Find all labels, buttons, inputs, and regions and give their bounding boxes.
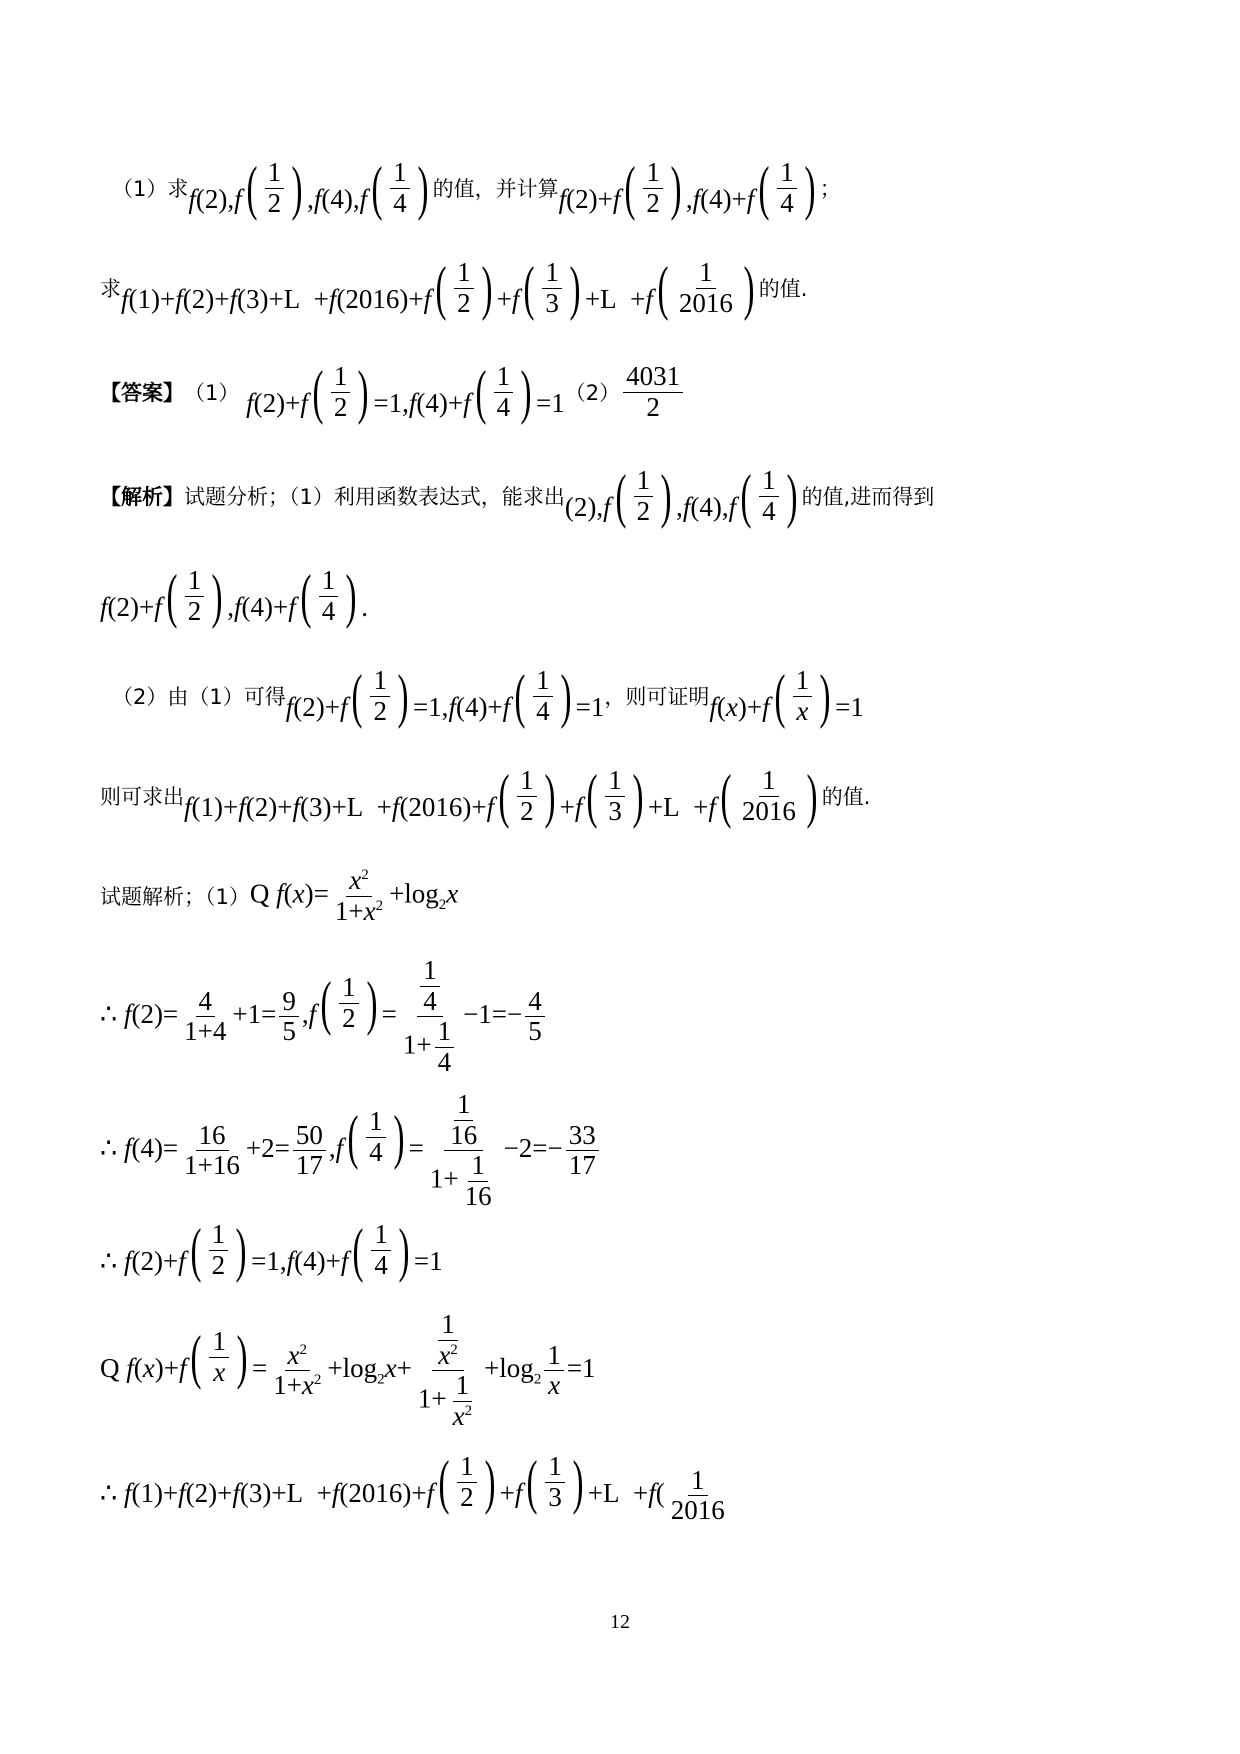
text: 的值. [821,785,871,810]
answer-denominator: 2 [646,391,660,422]
math-expr: f(1)+f(2)+f(3)+L +f(2016)+f ( $\frac{1}{2}$ ) +f ( $\frac{1}{3}$ ) +L +f ( $\frac{1}{2016}$ ) [121,255,755,322]
math-expr: f(2)+f ( $\frac{1}{2}$ ) =1,f(4)+f ( $\frac{1}{4}$ ) =1 [246,359,565,426]
solution-identity [100,1310,596,1432]
text: ； [819,177,841,202]
analysis-line [100,463,935,530]
text: ，则可证明 [604,685,710,710]
analysis-result [100,563,368,630]
answer-numerator: 4031 [623,362,683,393]
solution-f4 [100,1090,602,1212]
text: （1） [184,381,240,406]
math-expr: (2),f ( $\frac{1}{2}$ ) ,f(4),f ( $\frac{1}{4}$ ) [564,463,798,530]
math-expr: ∴ f(4)= $\frac{16}{1+16}$ +2= $\frac{50}{17}$ ,f ( $\frac{1}{4}$ ) = $\frac{1}{16}$ 1+ $\frac{1}{16}$ −2=− $\frac{33}{17}$ [100,1090,602,1212]
solution-final [100,1449,731,1526]
question-part-2 [100,255,808,322]
math-expr: ∴ f(1)+f(2)+f(3)+L +f(2016)+f ( $\frac{1}{2}$ ) +f ( $\frac{1}{3}$ ) +L +f( $\frac{1}{2016}$ [100,1449,725,1526]
solution-sum [100,1217,443,1284]
text: 则可求出 [100,785,184,810]
text: 的值,进而得到 [801,485,935,510]
text: 的值，并计算 [432,177,559,202]
analysis-label: 【解析】 [100,485,184,510]
math-expr: f(1)+f(2)+f(3)+L +f(2016)+f ( $\frac{1}{2}$ ) +f ( $\frac{1}{3}$ ) +L +f ( $\frac{1}{2016}$ ) [184,763,818,830]
solution-start [100,866,458,926]
text: （2） [564,381,621,406]
page-number: 12 [610,1611,630,1633]
math-expr: ∴ f(2)+f ( $\frac{1}{2}$ ) =1,f(4)+f ( $\frac{1}{4}$ ) =1 [100,1217,443,1284]
math-expr: f(2)+f ( $\frac{1}{2}$ ) ,f(4)+f ( $\frac{1}{4}$ ) [558,155,816,222]
analysis-conclusion [100,763,871,830]
text: （1）求 [112,177,189,202]
text: （2）由（1）可得 [112,685,286,710]
math-expr: f(2),f ( $\frac{1}{2}$ ) ,f(4),f ( $\frac{1}{4}$ ) [188,155,429,222]
answer-fraction [623,362,683,422]
math-expr: ∴ f(2)= $\frac{4}{1+4}$ +1= $\frac{9}{5}$ ,f ( $\frac{1}{2}$ ) = $\frac{1}{4}$ 1+ $\frac{1}{4}$ −1=− $\frac{4}{5}$ [100,956,548,1078]
math-expr: Q f(x)= $\frac{x^2}{1+x^2}$ $+\log_2x$ [249,865,459,926]
analysis-part-2 [112,663,864,730]
math-expr: f(x)+f ( $\frac{1}{x}$ ) =1 [709,663,864,730]
text: 求 [100,277,121,302]
question-part-1 [112,155,841,222]
answer-label: 【答案】 [100,381,184,406]
math-expr: f(2)+f ( $\frac{1}{2}$ ) ,f(4)+f ( $\frac{1}{4}$ ) . [100,563,368,630]
solution-f2 [100,956,548,1078]
text: 的值. [758,277,808,302]
text: 试题解析；（1） [100,885,250,910]
text: 试题分析；（1）利用函数表达式，能求出 [184,485,565,510]
math-expr: f(2)+f ( $\frac{1}{2}$ ) =1,f(4)+f ( $\frac{1}{4}$ ) =1 [285,663,605,730]
math-expr: Q f(x)+f ( $\frac{1}{x}$ ) = $\frac{x^2}{1+x^2}$ $+\log_2x+$ $\frac{1}{x^2}$ 1+ $\frac{1}{x^2}$ $+\log_2$ $\frac{1}{x}$ =1 [100,1309,596,1432]
answer-line [100,359,686,426]
